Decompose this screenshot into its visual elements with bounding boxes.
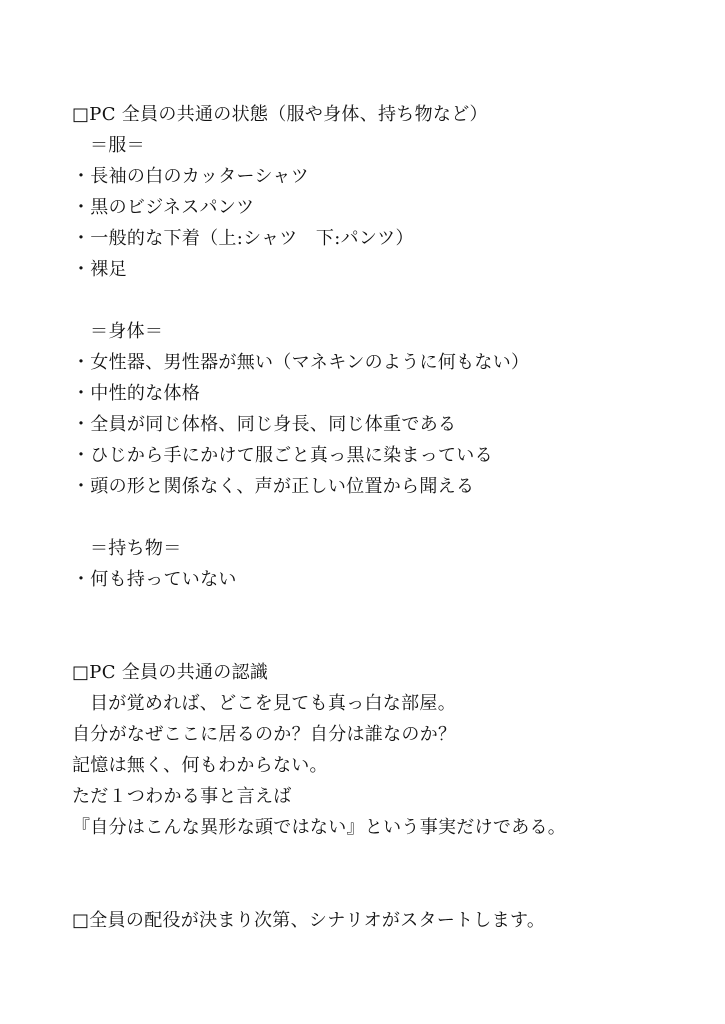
list-item: ・女性器、男性器が無い（マネキンのように何もない） (72, 352, 530, 373)
list-item: ・黒のビジネスパンツ (72, 197, 255, 218)
document-page (72, 99, 692, 936)
section2-heading: □PC 全員の共通の認識 (72, 662, 269, 683)
list-item: ・一般的な下着（上:シャツ 下:パンツ） (72, 228, 414, 249)
paragraph-line: 目が覚めれば、どこを見ても真っ白な部屋。 (90, 693, 456, 714)
paragraph-line: ただ１つわかる事と言えば (72, 786, 292, 807)
section3-heading: □全員の配役が決まり次第、シナリオがスタートします。 (72, 910, 546, 931)
clothes-title: ＝服＝ (90, 135, 145, 156)
list-item: ・何も持っていない (72, 569, 237, 590)
belongings-title: ＝持ち物＝ (90, 538, 182, 559)
body-title: ＝身体＝ (90, 321, 164, 342)
list-item: ・ひじから手にかけて服ごと真っ黒に染まっている (72, 445, 493, 466)
list-item: ・頭の形と関係なく、声が正しい位置から聞える (72, 476, 475, 497)
list-item: ・全員が同じ体格、同じ身長、同じ体重である (72, 414, 457, 435)
list-item: ・長袖の白のカッターシャツ (72, 166, 309, 187)
list-item: ・裸足 (72, 259, 127, 280)
paragraph-line: 自分がなぜここに居るのか？自分は誰なのか？ (72, 724, 457, 745)
section1-heading: □PC 全員の共通の状態（服や身体、持ち物など） (72, 104, 488, 125)
list-item: ・中性的な体格 (72, 383, 201, 404)
paragraph-line: 記憶は無く、何もわからない。 (72, 755, 328, 776)
paragraph-line: 『自分はこんな異形な頭ではない』という事実だけである。 (72, 817, 567, 838)
